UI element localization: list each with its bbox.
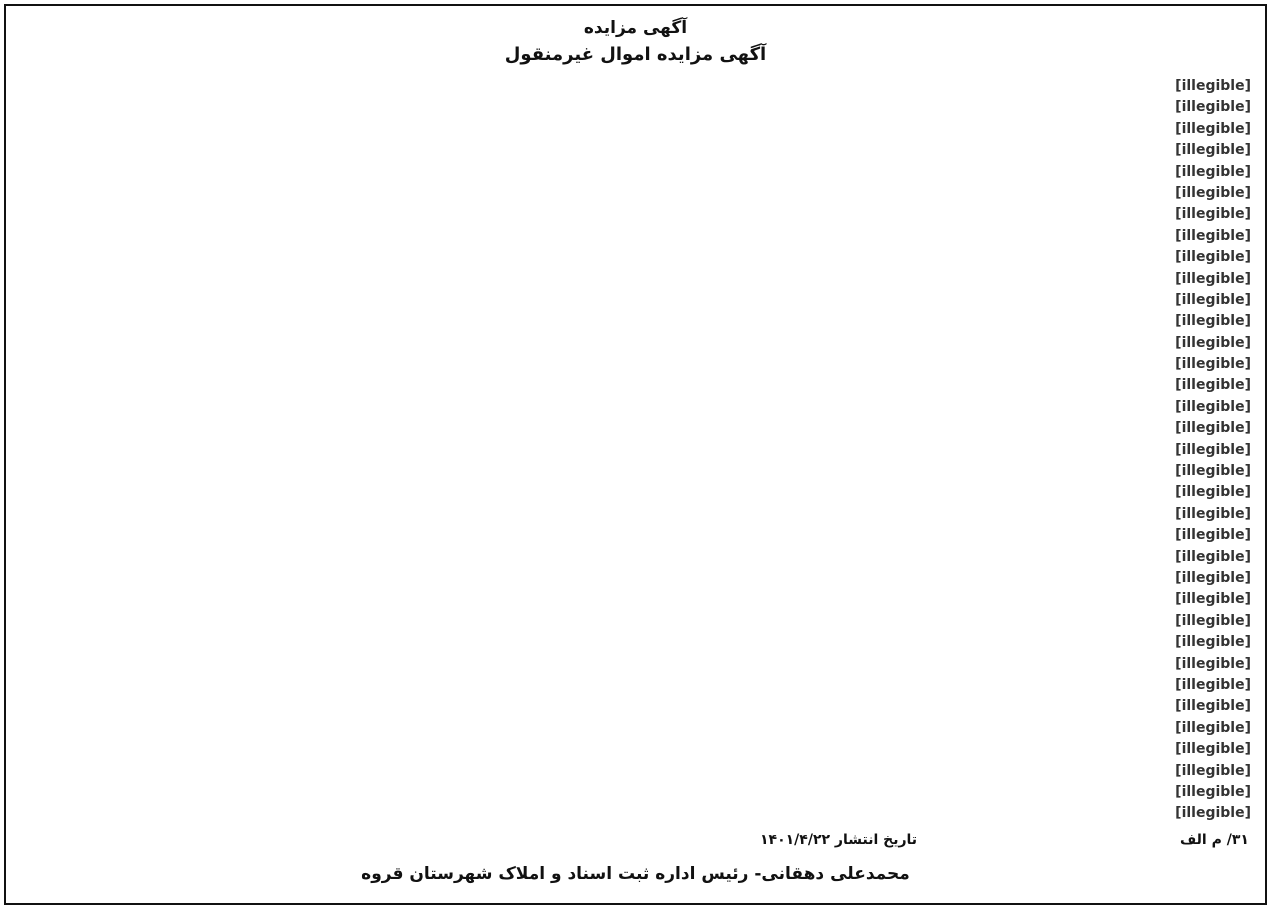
notice-body-line: [illegible] [1175, 142, 1251, 159]
notice-body-line: [illegible] [1175, 227, 1251, 244]
notice-body-line: [illegible] [1175, 377, 1251, 394]
notice-body-line: [illegible] [1175, 505, 1251, 522]
notice-body-line: [illegible] [1175, 420, 1251, 437]
notice-body-line: [illegible] [1175, 719, 1251, 736]
notice-subtitle: آگهی مزایده اموال غیرمنقول [504, 44, 767, 65]
notice-body-line: [illegible] [1175, 313, 1251, 330]
reference-number: ۳۱/ م الف [1180, 832, 1249, 848]
notice-body-line: [illegible] [1175, 206, 1251, 223]
notice-body-line: [illegible] [1175, 634, 1251, 651]
notice-body-line: [illegible] [1175, 249, 1251, 266]
notice-title: آگهی مزایده [583, 18, 688, 38]
notice-body-line: [illegible] [1175, 99, 1251, 116]
notice-body-line: [illegible] [1175, 569, 1251, 586]
notice-body-line: [illegible] [1175, 548, 1251, 565]
notice-body-line: [illegible] [1175, 334, 1251, 351]
notice-body-line: [illegible] [1175, 120, 1251, 137]
notice-body-line: [illegible] [1175, 78, 1251, 94]
notice-body-line: [illegible] [1175, 612, 1251, 629]
notice-body-line: [illegible] [1175, 698, 1251, 715]
notice-body [20, 76, 1251, 825]
notice-footer [20, 832, 1251, 856]
notice-body-line: [illegible] [1175, 184, 1251, 201]
notice-body-line: [illegible] [1175, 655, 1251, 672]
notice-body-line: [illegible] [1175, 741, 1251, 758]
notice-body-line: [illegible] [1175, 463, 1251, 480]
notice-body-line: [illegible] [1175, 484, 1251, 501]
notice-body-line: [illegible] [1175, 805, 1251, 822]
notice-body-line: [illegible] [1175, 676, 1251, 693]
notice-body-line: [illegible] [1175, 783, 1251, 800]
notice-frame [4, 4, 1267, 905]
notice-body-line: [illegible] [1175, 356, 1251, 373]
notice-body-line: [illegible] [1175, 441, 1251, 458]
notice-body-line: [illegible] [1175, 270, 1251, 287]
notice-body-line: [illegible] [1175, 291, 1251, 308]
notice-body-line: [illegible] [1175, 591, 1251, 608]
publish-date: تاریخ انتشار ۱۴۰۱/۴/۲۲ [760, 832, 918, 848]
notice-body-line: [illegible] [1175, 762, 1251, 779]
signature-line: محمدعلی دهقانی- رئیس اداره ثبت اسناد و املاک شهرستان قروه [361, 864, 910, 884]
notice-body-line: [illegible] [1175, 398, 1251, 415]
notice-body-line: [illegible] [1175, 527, 1251, 544]
notice-body-line: [illegible] [1175, 163, 1251, 180]
